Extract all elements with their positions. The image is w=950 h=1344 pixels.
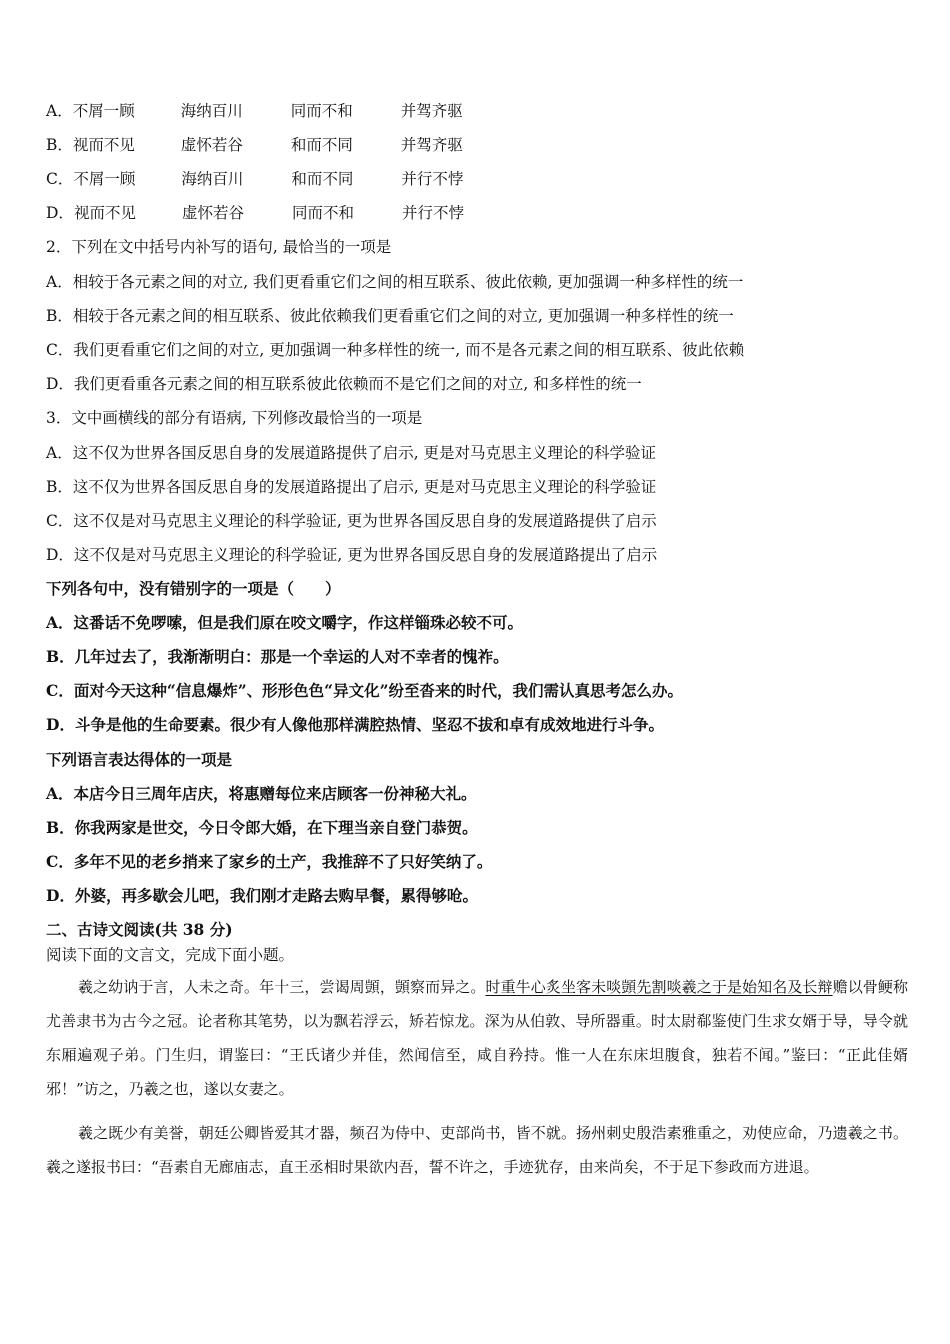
q3-option-a: A．这不仅为世界各国反思自身的发展道路提供了启示, 更是对马克思主义理论的科学验证 xyxy=(46,444,657,462)
q2-option-a: A．相较于各元素之间的对立, 我们更看重它们之间的相互联系、彼此依赖, 更加强调一种多样性的统一 xyxy=(46,273,744,291)
option-word: 并驾齐驱 xyxy=(400,136,463,154)
q3-option-d: D．这不仅是对马克思主义理论的科学验证, 更为世界各国反思自身的发展道路提出了启示 xyxy=(46,546,658,564)
option-word: 并行不悖 xyxy=(401,170,464,188)
q2-stem: 2．下列在文中括号内补写的语句, 最恰当的一项是 xyxy=(46,238,392,256)
passage-text: 羲之幼讷于言，人未之奇。年十三，尝谒周顗，顗察而异之。 xyxy=(78,978,486,996)
q2-option-c: C．我们更看重它们之间的对立, 更加强调一种多样性的统一, 而不是各元素之间的相互联系、彼此依赖 xyxy=(46,341,745,359)
q1-option-b xyxy=(46,135,463,155)
passage-paragraph-2: 羲之既少有美誉，朝廷公卿皆爱其才器，频召为侍中、吏部尚书，皆不就。扬州刺史殷浩素雅重之，劝使应命，乃遗羲之书。羲之遂报书曰：“吾素自无廊庙志，直王丞相时果欲内吾，誓不许之，手迹犹存，由来尚矣，不于足下参政而方进退。 xyxy=(46,1124,908,1176)
q5-option-a: A．本店今日三周年店庆，将惠赠每位来店顾客一份神秘大礼。 xyxy=(46,784,477,803)
option-word: 视而不见 xyxy=(72,136,135,154)
q1-option-a xyxy=(46,101,463,121)
option-letter: A． xyxy=(46,102,73,120)
section-title: 二、古诗文阅读(共 38 分) xyxy=(46,920,233,939)
option-word: 虚怀若谷 xyxy=(180,136,243,154)
option-word: 并行不悖 xyxy=(401,204,464,222)
option-word: 海纳百川 xyxy=(180,102,243,120)
q5-option-d: D．外婆，再多歇会儿吧，我们刚才走路去购早餐，累得够呛。 xyxy=(46,886,478,905)
option-word: 不屑一顾 xyxy=(73,170,136,188)
q2-option-b: B．相较于各元素之间的相互联系、彼此依赖我们更看重它们之间的对立, 更加强调一种多样性的统一 xyxy=(46,307,734,325)
q4-option-a: A．这番话不免啰嗦，但是我们原在咬文嚼字，作这样锱珠必较不可。 xyxy=(46,613,524,632)
q2-option-d: D．我们更看重各元素之间的相互联系彼此依赖而不是它们之间的对立, 和多样性的统一 xyxy=(46,375,642,393)
passage-paragraph-1 xyxy=(46,970,908,1106)
q4-option-c: C．面对今天这种“信息爆炸”、形形色色“异文化”纷至沓来的时代，我们需认真思考怎么办。 xyxy=(46,681,684,700)
option-word: 和而不同 xyxy=(291,170,354,188)
option-word: 不屑一顾 xyxy=(72,102,135,120)
option-word: 海纳百川 xyxy=(181,170,244,188)
option-word: 同而不和 xyxy=(290,102,353,120)
option-word: 同而不和 xyxy=(291,204,354,222)
option-word: 并驾齐驱 xyxy=(400,102,463,120)
option-letter: B． xyxy=(46,136,73,154)
q5-option-c: C．多年不见的老乡捎来了家乡的土产，我推辞不了只好笑纳了。 xyxy=(46,852,493,871)
q5-option-b: B．你我两家是世交，今日令郎大婚，在下理当亲自登门恭贺。 xyxy=(46,818,478,837)
underlined-sentence: 时重牛心炙坐客未啖顗先割啖羲之于是始知名及长辩 xyxy=(485,978,833,996)
section-instruction: 阅读下面的文言文，完成下面小题。 xyxy=(46,946,295,964)
option-word: 视而不见 xyxy=(73,204,136,222)
q3-stem: 3．文中画横线的部分有语病, 下列修改最恰当的一项是 xyxy=(46,409,423,427)
q4-option-d: D．斗争是他的生命要素。很少有人像他那样满腔热情、坚忍不拔和卓有成效地进行斗争。 xyxy=(46,715,664,734)
q5-stem: 下列语言表达得体的一项是 xyxy=(46,750,233,769)
option-letter: D． xyxy=(46,204,74,222)
option-letter: C． xyxy=(46,170,74,188)
q1-option-c xyxy=(46,169,463,189)
passage-text: 赡以骨鲠称尤善隶书为古今之冠。论者称其笔势，以为飘若浮云，矫若惊龙。深为从伯敦、导所器重。时太尉郗鉴使门生求女婿于导，导令就东厢遍观子弟。门生归，谓鉴曰：“王氏诸少并佳，然闻信至，咸自矜持。惟一人在东床坦腹食，独若不闻。”鉴曰：“正此佳婿邪！”访之，乃羲之也，遂以女妻之。 xyxy=(46,978,908,1098)
q4-stem: 下列各句中，没有错别字的一项是（ ） xyxy=(46,579,341,598)
q4-option-b: B．几年过去了，我渐渐明白：那是一个幸运的人对不幸者的愧祚。 xyxy=(46,647,509,666)
q3-option-c: C．这不仅是对马克思主义理论的科学验证, 更为世界各国反思自身的发展道路提供了启示 xyxy=(46,512,657,530)
q1-option-d xyxy=(46,203,464,223)
q3-option-b: B．这不仅为世界各国反思自身的发展道路提出了启示, 更是对马克思主义理论的科学验证 xyxy=(46,478,657,496)
option-word: 和而不同 xyxy=(290,136,353,154)
option-word: 虚怀若谷 xyxy=(181,204,244,222)
